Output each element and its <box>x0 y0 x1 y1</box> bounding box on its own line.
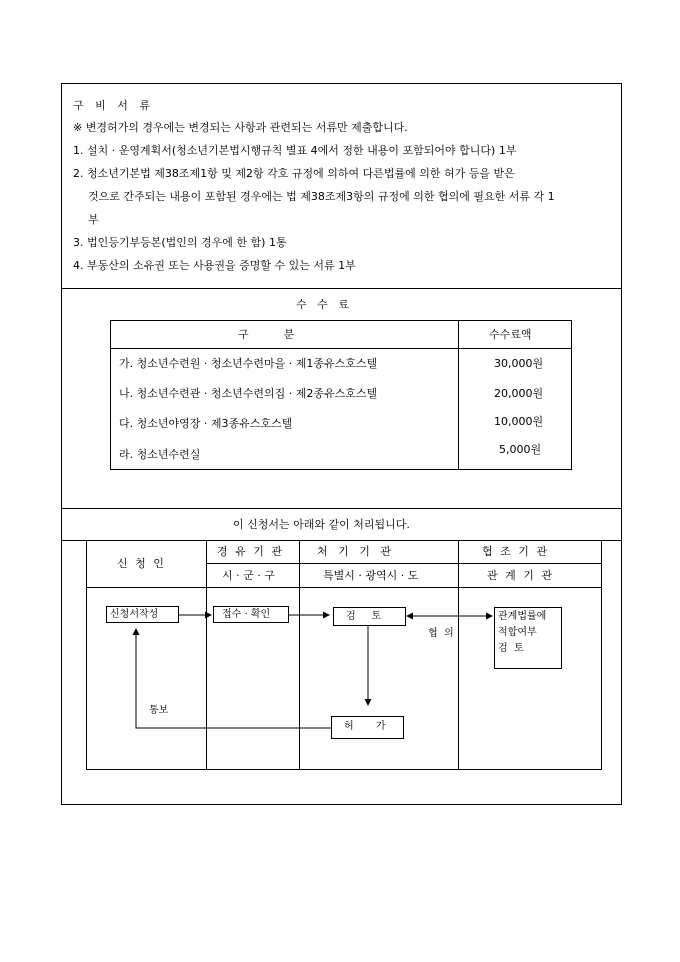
fee-row-category: 라. 청소년수련실 <box>119 448 201 461</box>
fee-row-category: 다. 청소년야영장 · 제3종유스호스텔 <box>119 417 293 430</box>
required-docs-item-2-line-1: 2. 청소년기본법 제38조제1항 및 제2항 각호 규정에 의하여 다른법률에 의한 허가 등을 받은 <box>73 167 515 180</box>
step-application-box <box>106 606 179 623</box>
process-col-processing: 처 기 기 관 <box>317 545 391 558</box>
step-receipt-label: 접수 · 확인 <box>222 609 271 620</box>
coop-review-line-1: 관계법률에 <box>498 611 547 622</box>
step-permit-label: 허 가 <box>344 721 386 732</box>
coop-review-box <box>494 607 562 669</box>
process-col-coop: 협 조 기 관 <box>482 545 549 558</box>
required-docs-item-3: 3. 법인등기부등본(법인의 경우에 한 함) 1통 <box>73 236 287 249</box>
fee-row-amount: 30,000원 <box>494 357 544 370</box>
fees-title: 수 수 료 <box>296 298 349 311</box>
process-col-applicant: 신 청 인 <box>117 557 166 570</box>
fees-header-category: 구 분 <box>238 328 295 341</box>
fee-row-category: 나. 청소년수련관 · 청소년수련의집 · 제2종유스호스텔 <box>119 387 378 400</box>
step-application-label: 신청서작성 <box>110 609 159 620</box>
process-col-processing-sub: 특별시 · 광역시 · 도 <box>323 569 419 582</box>
step-review-label: 검 토 <box>346 611 382 622</box>
fees-header-amount: 수수료액 <box>489 328 532 341</box>
step-permit-box <box>331 716 404 739</box>
required-docs-item-1: 1. 설치 · 운영계획서(청소년기본법시행규칙 별표 4에서 정한 내용이 포함되어야 합니다) 1부 <box>73 144 517 157</box>
coop-review-line-3: 검 토 <box>498 643 524 654</box>
fee-row-amount: 20,000원 <box>494 387 544 400</box>
consult-label: 협 의 <box>428 628 454 639</box>
required-docs-title: 구 비 서 류 <box>73 99 154 112</box>
process-col-via: 경 유 기 관 <box>217 545 284 558</box>
required-docs-item-2-line-2: 것으로 간주되는 내용이 포함된 경우에는 법 제38조제3항의 규정에 의한 협의에 필요한 서류 각 1 <box>88 190 555 203</box>
step-review-box <box>333 607 406 626</box>
required-docs-note: ※ 변경허가의 경우에는 변경되는 사항과 관련되는 서류만 제출합니다. <box>73 121 408 134</box>
process-col-coop-sub: 관 계 기 관 <box>487 569 554 582</box>
step-receipt-box <box>213 606 289 623</box>
required-docs-item-2-line-3: 부 <box>88 213 99 226</box>
coop-review-line-2: 적합여부 <box>498 627 537 638</box>
notify-label: 통보 <box>149 705 169 716</box>
fee-row-amount: 10,000원 <box>494 415 544 428</box>
required-docs-item-4: 4. 부동산의 소유권 또는 사용권을 증명할 수 있는 서류 1부 <box>73 259 356 272</box>
process-title: 이 신청서는 아래와 같이 처리됩니다. <box>233 518 410 531</box>
process-col-via-sub: 시 · 군 · 구 <box>222 569 275 582</box>
fee-row-category: 가. 청소년수련원 · 청소년수련마을 · 제1종유스호스텔 <box>119 357 378 370</box>
fee-row-amount: 5,000원 <box>499 443 542 456</box>
